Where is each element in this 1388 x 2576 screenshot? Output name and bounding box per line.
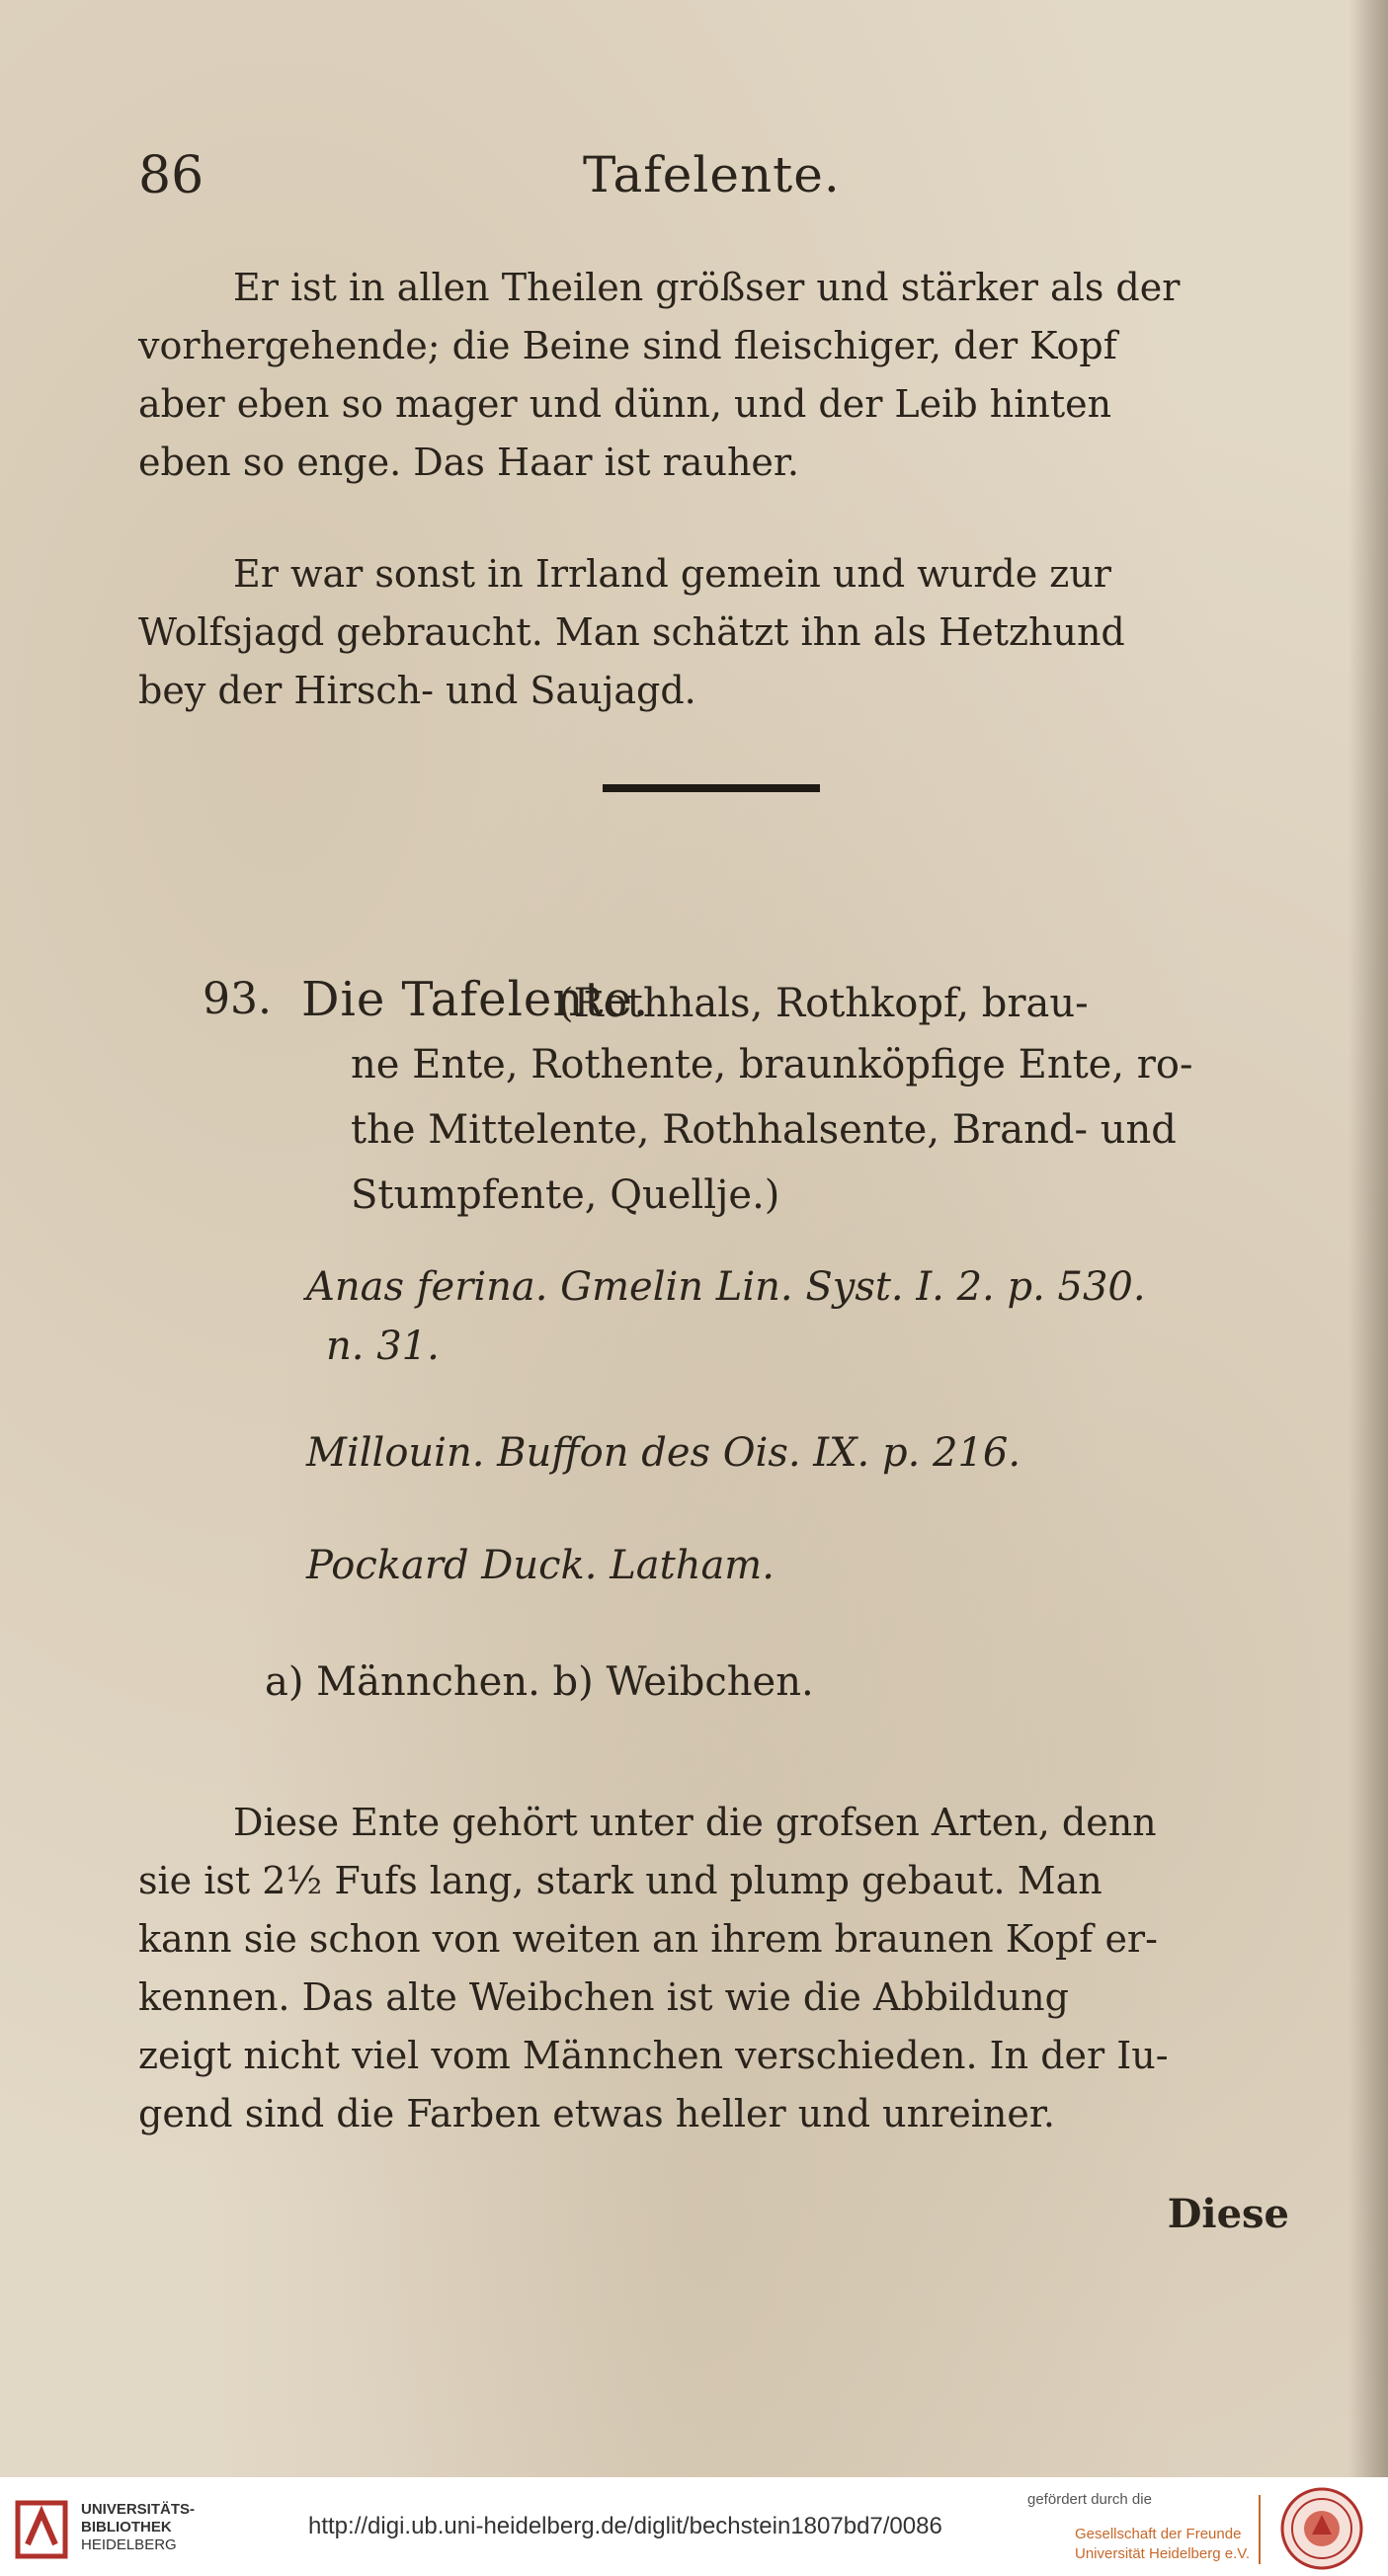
paragraph-usage — [138, 545, 1284, 720]
text-line: vorhergehende; die Beine sind fleischiger, der Kopf — [138, 324, 1117, 367]
catchword: Diese — [1167, 2191, 1289, 2237]
species-synonyms: ne Ente, Rothente, braunköpfige Ente, ro- — [351, 1042, 1193, 1087]
text-line: gend sind die Farben etwas heller und unreiner. — [138, 2092, 1055, 2135]
species-synonyms: (Rothhals, Rothkopf, brau- — [558, 981, 1089, 1026]
paragraph-description — [138, 259, 1284, 492]
text-line: Diese Ente gehört unter die grofsen Arten, denn — [233, 1801, 1157, 1844]
reference-gmelin-cont: n. 31. — [326, 1324, 440, 1369]
figure-legend: a) Männchen. b) Weibchen. — [265, 1659, 814, 1705]
text-line: zeigt nicht viel vom Männchen verschieden. In der Iu- — [138, 2034, 1169, 2077]
digitization-footer — [0, 2477, 1388, 2576]
university-seal-icon[interactable] — [1278, 2485, 1365, 2572]
text-line: aber eben so mager und dünn, und der Leib hinten — [138, 382, 1112, 426]
paragraph-species-text — [138, 1794, 1284, 2143]
page-number: 86 — [138, 146, 204, 205]
text-line: Er ist in allen Theilen größser und stärker als der — [233, 266, 1181, 309]
reference-buffon: Millouin. Buffon des Ois. IX. p. 216. — [306, 1430, 1021, 1476]
text-line: Wolfsjagd gebraucht. Man schätzt ihn als Hetzhund — [138, 610, 1125, 654]
text-line: kann sie schon von weiten an ihrem braunen Kopf er- — [138, 1917, 1158, 1961]
species-synonyms: Stumpfente, Quellje.) — [351, 1172, 780, 1218]
library-name-line: HEIDELBERG — [81, 2536, 177, 2553]
society-name-line: Gesellschaft der Freunde — [1075, 2526, 1242, 2542]
running-title: Tafelente. — [583, 146, 841, 203]
library-name-line: BIBLIOTHEK — [81, 2519, 172, 2536]
species-title: Die Tafelente. — [301, 972, 650, 1027]
reference-latham: Pockard Duck. Latham. — [306, 1543, 775, 1588]
section-divider — [603, 784, 820, 792]
reference-gmelin: Anas ferina. Gmelin Lin. Syst. I. 2. p. 530. — [306, 1264, 1146, 1310]
text-line: kennen. Das alte Weibchen ist wie die Abbildung — [138, 1975, 1069, 2019]
species-synonyms: the Mittelente, Rothhalsente, Brand- und — [351, 1107, 1177, 1153]
funded-by-label: gefördert durch die — [1027, 2491, 1152, 2508]
society-name-line: Universität Heidelberg e.V. — [1075, 2545, 1251, 2562]
library-name-line: UNIVERSITÄTS- — [81, 2501, 196, 2518]
permalink-url[interactable]: http://digi.ub.uni-heidelberg.de/diglit/bechstein1807bd7/0086 — [308, 2513, 942, 2539]
library-name — [81, 2501, 195, 2554]
text-line: eben so enge. Das Haar ist rauher. — [138, 441, 799, 484]
university-library-logo-icon[interactable] — [14, 2499, 69, 2560]
footer-divider — [1259, 2495, 1261, 2564]
text-line: Er war sonst in Irrland gemein und wurde zur — [233, 552, 1111, 596]
society-name[interactable] — [1075, 2525, 1250, 2564]
page-header — [138, 146, 1284, 215]
text-line: sie ist 2½ Fufs lang, stark und plump gebaut. Man — [138, 1859, 1102, 1902]
text-line: bey der Hirsch- und Saujagd. — [138, 669, 696, 712]
species-number: 93. — [203, 974, 272, 1024]
